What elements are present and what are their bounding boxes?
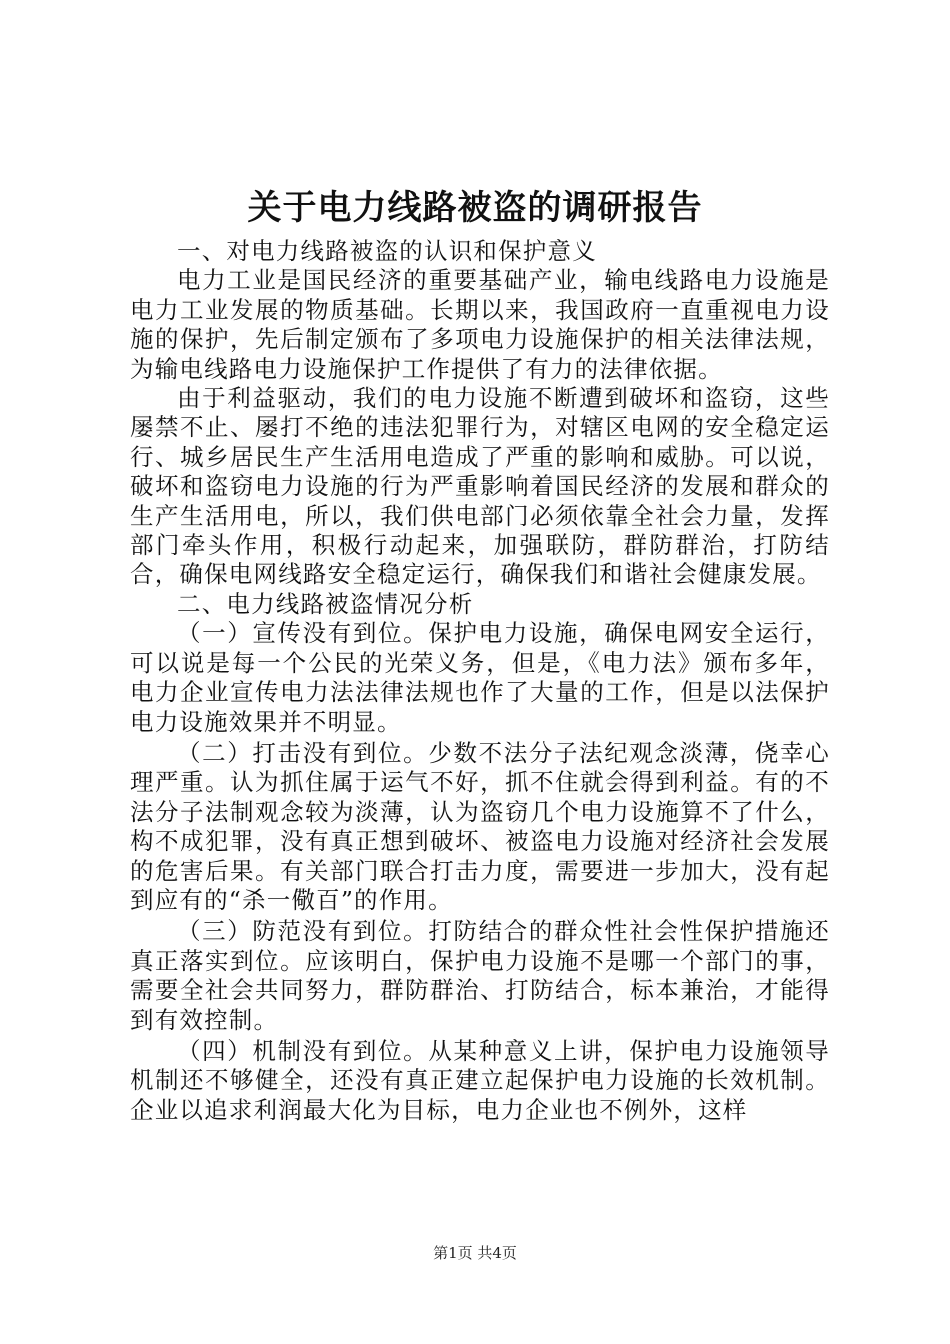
body-paragraph: 电力工业是国民经济的重要基础产业，输电线路电力设施是电力工业发展的物质基础。长期以来，我国政府一直重视电力设施的保护，先后制定颁布了多项电力设施保护的相关法律法规，为输电线路电力设施保护工作提供了有力的法律依据。: [130, 266, 830, 383]
body-paragraph: （四）机制没有到位。从某种意义上讲，保护电力设施领导机制还不够健全，还没有真正建立起保护电力设施的长效机制。企业以追求利润最大化为目标，电力企业也不例外，这样: [130, 1036, 830, 1124]
body-paragraph: （二）打击没有到位。少数不法分子法纪观念淡薄，侥幸心理严重。认为抓住属于运气不好，抓不住就会得到利益。有的不法分子法制观念较为淡薄，认为盗窃几个电力设施算不了什么，构不成犯罪，没有真正想到破坏、被盗电力设施对经济社会发展的危害后果。有关部门联合打击力度，需要进一步加大，没有起到应有的“杀一儆百”的作用。: [130, 738, 830, 914]
body-paragraph: （三）防范没有到位。打防结合的群众性社会性保护措施还真正落实到位。应该明白，保护电力设施不是哪一个部门的事，需要全社会共同努力，群防群治、打防结合，标本兼治，才能得到有效控制。: [130, 917, 830, 1034]
section-heading-2: 二、电力线路被盗情况分析: [177, 589, 474, 618]
page-number-footer: 第1页 共4页: [433, 1244, 517, 1262]
section-heading-1: 一、对电力线路被盗的认识和保护意义: [177, 237, 597, 265]
body-paragraph: （一）宣传没有到位。保护电力设施，确保电网安全运行，可以说是每一个公民的光荣义务，但是，《电力法》颁布多年，电力企业宣传电力法法律法规也作了大量的工作，但是以法保护电力设施效果并不明显。: [130, 619, 830, 736]
document-body: [130, 237, 830, 1125]
document-title: 关于电力线路被盗的调研报告: [247, 188, 703, 228]
body-paragraph: 由于利益驱动，我们的电力设施不断遭到破坏和盗窃，这些屡禁不止、屡打不绝的违法犯罪行为，对辖区电网的安全稳定运行、城乡居民生产生活用电造成了严重的影响和威胁。可以说，破坏和盗窃电力设施的行为严重影响着国民经济的发展和群众的生产生活用电，所以，我们供电部门必须依靠全社会力量，发挥部门牵头作用，积极行动起来，加强联防，群防群治，打防结合，确保电网线路安全稳定运行，确保我们和谐社会健康发展。: [130, 384, 830, 589]
